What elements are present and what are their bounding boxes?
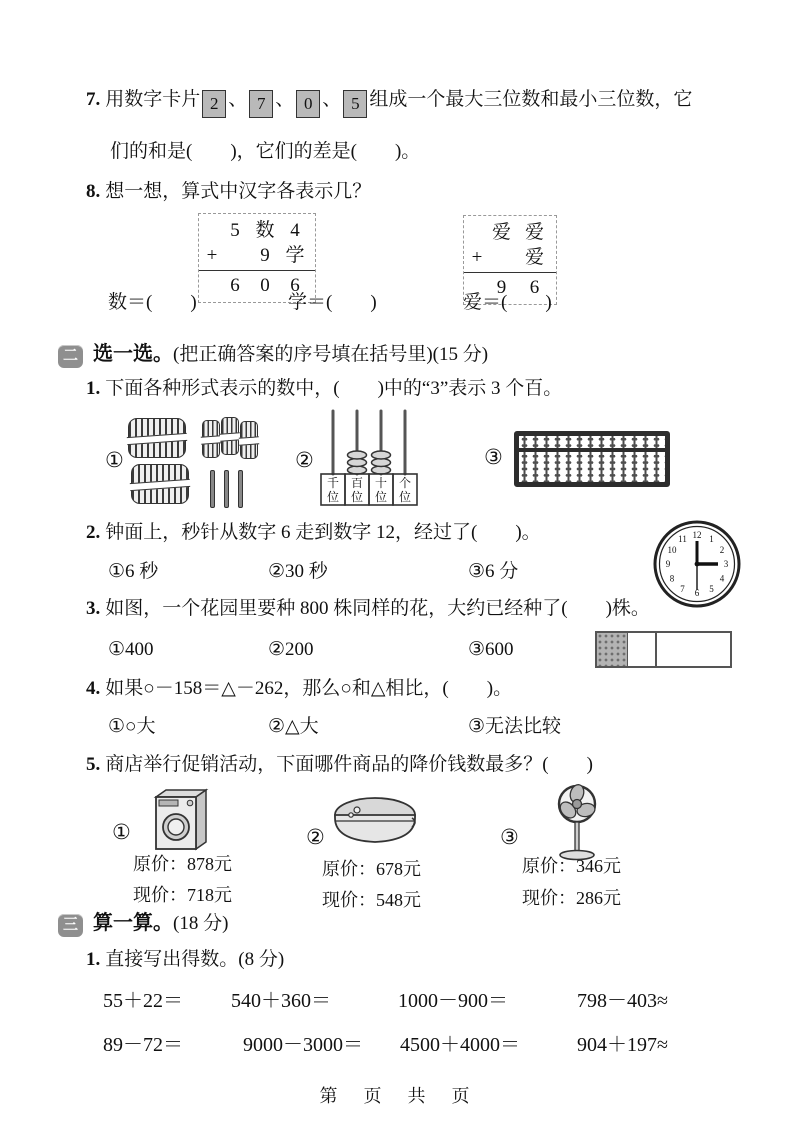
bar-divider — [655, 633, 657, 666]
item-2-mark: ② — [306, 825, 325, 849]
answer-blank-ai: 爱＝( ) — [463, 292, 552, 313]
s2q2-option-3: ③6 分 — [468, 561, 519, 582]
section-badge: 三 — [58, 914, 83, 937]
single-stick — [224, 470, 229, 508]
question-7-line1 — [86, 86, 692, 118]
svg-text:1: 1 — [709, 534, 714, 544]
cell: 9 — [496, 277, 507, 298]
sum-line — [199, 270, 315, 271]
item-3-mark: ③ — [500, 825, 519, 849]
card-separator: 、 — [322, 89, 342, 110]
digit-card: 0 — [296, 90, 320, 118]
calc-expression: 89－72＝ — [103, 1034, 183, 1056]
cell: 6 — [290, 275, 300, 296]
svg-text:11: 11 — [678, 534, 687, 544]
hundred-bundle — [131, 464, 189, 504]
question-number: 1. — [86, 949, 101, 970]
question-text: 如果○－158＝△－262，那么○和△相比，( )。 — [105, 678, 513, 699]
question-7-line2: 们的和是( )，它们的差是( )。 — [110, 141, 421, 162]
digit-card: 2 — [202, 90, 226, 118]
svg-text:4: 4 — [719, 573, 725, 584]
svg-text:千: 千 — [326, 476, 340, 490]
digit-card: 5 — [343, 90, 367, 118]
s2q4-option-1: ①○大 — [108, 716, 156, 737]
cell-empty — [220, 243, 250, 268]
option-2-mark: ② — [295, 448, 314, 472]
item-3-current-price: 现价：286元 — [522, 888, 621, 908]
s2q3-option-3: ③600 — [468, 639, 514, 660]
svg-text:位: 位 — [398, 490, 412, 504]
svg-text:7: 7 — [680, 584, 685, 594]
clock-icon — [652, 519, 742, 609]
question-number: 2. — [86, 522, 101, 543]
question-number: 3. — [86, 598, 101, 619]
question-text: 组成一个最大三位数和最小三位数，它 — [369, 89, 693, 110]
cell: 6 — [230, 275, 240, 296]
item-3-original-price: 原价：346元 — [522, 856, 621, 876]
question-number: 7. — [86, 89, 101, 110]
question-text: 用数字卡片 — [105, 89, 201, 110]
cell: 爱 — [524, 222, 544, 243]
s2-question-4 — [86, 675, 512, 703]
calc-expression: 540＋360＝ — [231, 990, 331, 1012]
cell-empty — [204, 273, 220, 298]
question-text: 如图，一个花园里要种 800 株同样的花，大约已经种了( )株。 — [105, 598, 650, 619]
question-number: 5. — [86, 754, 101, 775]
ten-bundle — [240, 421, 258, 459]
question-8-line — [86, 178, 371, 206]
svg-text:个: 个 — [398, 476, 412, 490]
cell: 4 — [290, 220, 300, 241]
option-3-mark: ③ — [484, 445, 503, 469]
section-badge: 二 — [58, 345, 83, 368]
calc-expression: 9000－3000＝ — [243, 1034, 363, 1056]
plus-sign: + — [471, 247, 483, 268]
item-2-current-price: 现价：548元 — [322, 890, 421, 910]
question-text: 钟面上，秒针从数字 6 走到数字 12，经过了( )。 — [105, 522, 541, 543]
calc-expression: 55＋22＝ — [103, 990, 183, 1012]
calc-expression: 4500＋4000＝ — [400, 1034, 520, 1056]
s2-question-2 — [86, 519, 541, 547]
card-separator: 、 — [228, 89, 248, 110]
svg-text:6: 6 — [694, 588, 700, 598]
s2-question-3 — [86, 595, 650, 623]
calc-expression: 904＋197≈ — [577, 1034, 668, 1056]
question-text: 直接写出得数。(8 分) — [105, 949, 285, 970]
washing-machine-icon — [148, 786, 210, 852]
page-footer: 第 页 共 页 — [319, 1086, 474, 1106]
svg-text:9: 9 — [665, 559, 671, 569]
calc-expression: 1000－900＝ — [398, 990, 508, 1012]
svg-text:12: 12 — [692, 530, 702, 540]
question-number: 8. — [86, 181, 101, 202]
question-number: 4. — [86, 678, 101, 699]
svg-text:位: 位 — [326, 490, 340, 504]
cell-empty — [485, 245, 518, 270]
svg-text:2: 2 — [719, 545, 725, 555]
s2q4-option-3: ③无法比较 — [468, 716, 562, 737]
abacus-upper-beads — [519, 436, 665, 448]
cell-empty — [469, 220, 485, 245]
ten-bundle — [221, 417, 239, 455]
cell: 学 — [285, 245, 305, 266]
plus-sign: + — [206, 245, 218, 266]
answer-blank-shu: 数＝( ) — [108, 292, 197, 313]
svg-text:8: 8 — [669, 573, 675, 584]
single-stick — [238, 470, 243, 508]
hundred-bundle — [128, 418, 186, 458]
beads-tens — [372, 451, 391, 474]
s2q4-option-2: ②△大 — [268, 716, 319, 737]
calc-expression: 798－403≈ — [577, 990, 668, 1012]
svg-text:3: 3 — [723, 559, 729, 569]
question-number: 1. — [86, 378, 101, 399]
cell: 数 — [255, 220, 275, 241]
section-2-header — [58, 337, 488, 368]
svg-text:5: 5 — [709, 584, 714, 594]
option-1-mark: ① — [105, 448, 124, 472]
svg-text:十: 十 — [374, 476, 388, 490]
section-subtitle: (18 分) — [173, 913, 229, 934]
counting-frame-icon — [318, 408, 420, 508]
s2q3-option-1: ①400 — [108, 639, 154, 660]
card-separator: 、 — [275, 89, 295, 110]
cell: 9 — [260, 245, 270, 266]
ten-bundle — [202, 420, 220, 458]
item-2-original-price: 原价：678元 — [322, 859, 421, 879]
item-1-original-price: 原价：878元 — [133, 854, 232, 874]
s2-question-5 — [86, 751, 593, 779]
svg-text:10: 10 — [667, 545, 677, 555]
question-text: 商店举行促销活动，下面哪件商品的降价钱数最多？( ) — [105, 754, 593, 775]
question-text: 想一想，算式中汉字各表示几？ — [105, 181, 372, 202]
cell: 爱 — [524, 247, 544, 268]
s2-question-1 — [86, 375, 562, 403]
cell-empty — [204, 218, 220, 243]
cell: 0 — [260, 275, 270, 296]
svg-text:位: 位 — [350, 490, 364, 504]
single-stick — [210, 470, 215, 508]
cell: 爱 — [491, 222, 511, 243]
abacus-lower-beads — [519, 453, 665, 483]
abacus-icon — [514, 431, 670, 487]
s2q3-option-2: ②200 — [268, 639, 314, 660]
svg-text:百: 百 — [350, 476, 364, 490]
digit-card: 7 — [249, 90, 273, 118]
s2q2-option-1: ①6 秒 — [108, 561, 159, 582]
section-title: 算一算。 — [93, 912, 173, 934]
section-subtitle: (把正确答案的序号填在括号里)(15 分) — [173, 344, 489, 365]
section-title: 选一选。 — [93, 343, 173, 365]
section-3-header — [58, 906, 228, 937]
question-text: 下面各种形式表示的数中，( )中的“3”表示 3 个百。 — [105, 378, 563, 399]
answer-blank-xue: 学＝( ) — [288, 292, 377, 313]
cell: 5 — [230, 220, 240, 241]
item-1-mark: ① — [112, 820, 131, 844]
garden-progress-bar — [595, 631, 732, 668]
abacus-beam — [519, 448, 665, 452]
beads-hundreds — [348, 451, 367, 474]
planted-portion — [597, 633, 628, 666]
rice-cooker-icon — [328, 788, 422, 848]
s2q2-option-2: ②30 秒 — [268, 561, 328, 582]
stick-bundles-icon — [128, 412, 258, 512]
svg-text:位: 位 — [374, 490, 388, 504]
cell: 6 — [529, 277, 540, 298]
s3-question-1 — [86, 946, 284, 974]
sum-line — [464, 272, 556, 273]
item-1-current-price: 现价：718元 — [133, 885, 232, 905]
